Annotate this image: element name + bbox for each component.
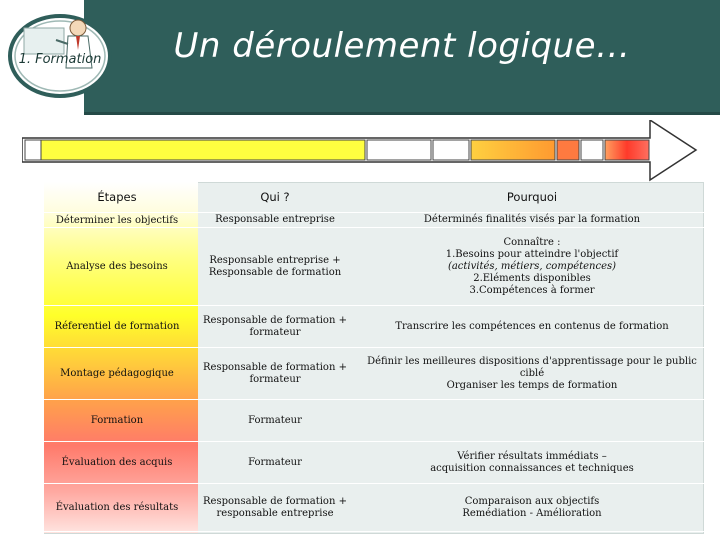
timeline-arrow	[22, 120, 698, 182]
pourquoi-line: 2.Eléments disponibles	[473, 272, 591, 284]
timeline-segment	[41, 140, 365, 160]
qui-line: Responsable de formation +	[203, 495, 347, 507]
etape-cell: Formation	[44, 400, 190, 442]
table-row	[44, 348, 704, 400]
qui-line: formateur	[249, 373, 301, 385]
table-row	[44, 213, 704, 228]
pourquoi-cell	[360, 348, 704, 400]
timeline-segment	[557, 140, 579, 160]
pourquoi-cell	[360, 400, 704, 442]
timeline-segment	[25, 140, 41, 160]
pourquoi-cell	[360, 442, 704, 484]
qui-line: Responsable de formation	[208, 266, 342, 278]
formation-badge	[6, 6, 114, 96]
qui-cell	[190, 348, 360, 400]
timeline-segment	[605, 140, 649, 160]
pourquoi-line: 1.Besoins pour atteindre l'objectif	[445, 248, 619, 260]
timeline-segment	[433, 140, 469, 160]
badge-label: 1. Formation	[18, 52, 102, 67]
pourquoi-line: acquisition connaissances et techniques	[430, 462, 634, 474]
table-row	[44, 484, 704, 532]
table-header-row	[44, 182, 704, 213]
etape-cell: Analyse des besoins	[44, 228, 190, 306]
table-row	[44, 306, 704, 348]
qui-line: Formateur	[248, 456, 302, 468]
table-row	[44, 400, 704, 442]
pourquoi-cell	[360, 228, 704, 306]
timeline-segment	[471, 140, 555, 160]
header-pourquoi: Pourquoi	[360, 182, 704, 213]
etape-cell: Déterminer les objectifs	[44, 213, 190, 228]
pourquoi-line: Organiser les temps de formation	[446, 379, 618, 391]
header-qui: Qui ?	[190, 182, 360, 213]
etape-cell: Évaluation des résultats	[44, 484, 190, 532]
table-row	[44, 442, 704, 484]
qui-line: Responsable entreprise	[215, 214, 335, 225]
pourquoi-line: 3.Compétences à former	[469, 284, 595, 296]
steps-table	[44, 182, 704, 532]
pourquoi-line: Transcrire les compétences en contenus de formation	[395, 320, 669, 332]
pourquoi-line: Déterminés finalités visés par la formation	[423, 214, 641, 225]
pourquoi-line: Remédiation - Amélioration	[462, 507, 602, 519]
steps-table-wrap	[44, 182, 704, 532]
pourquoi-line: (activités, métiers, compétences)	[447, 260, 617, 272]
qui-line: Formateur	[248, 414, 302, 426]
pourquoi-cell	[360, 306, 704, 348]
qui-cell	[190, 400, 360, 442]
qui-cell	[190, 228, 360, 306]
pourquoi-line: Définir les meilleures dispositions d'apprentissage pour le public ciblé	[367, 355, 697, 379]
pourquoi-cell	[360, 484, 704, 532]
qui-cell	[190, 484, 360, 532]
qui-line: formateur	[249, 326, 301, 338]
header-etapes: Étapes	[44, 182, 190, 213]
pourquoi-line: Comparaison aux objectifs	[464, 495, 600, 507]
qui-line: Responsable de formation +	[203, 361, 347, 373]
qui-cell	[190, 442, 360, 484]
table-row	[44, 228, 704, 306]
pourquoi-line: Vérifier résultats immédiats –	[457, 450, 607, 462]
etape-cell: Réferentiel de formation	[44, 306, 190, 348]
pourquoi-cell	[360, 213, 704, 228]
qui-cell	[190, 306, 360, 348]
timeline-segment	[581, 140, 603, 160]
page-title: Un déroulement logique…	[173, 26, 631, 66]
qui-line: Responsable entreprise +	[209, 254, 341, 266]
qui-cell	[190, 213, 360, 228]
etape-cell: Montage pédagogique	[44, 348, 190, 400]
timeline-segment	[367, 140, 431, 160]
qui-line: responsable entreprise	[216, 507, 334, 519]
etape-cell: Évaluation des acquis	[44, 442, 190, 484]
pourquoi-line: Connaître :	[503, 236, 561, 248]
qui-line: Responsable de formation +	[203, 314, 347, 326]
